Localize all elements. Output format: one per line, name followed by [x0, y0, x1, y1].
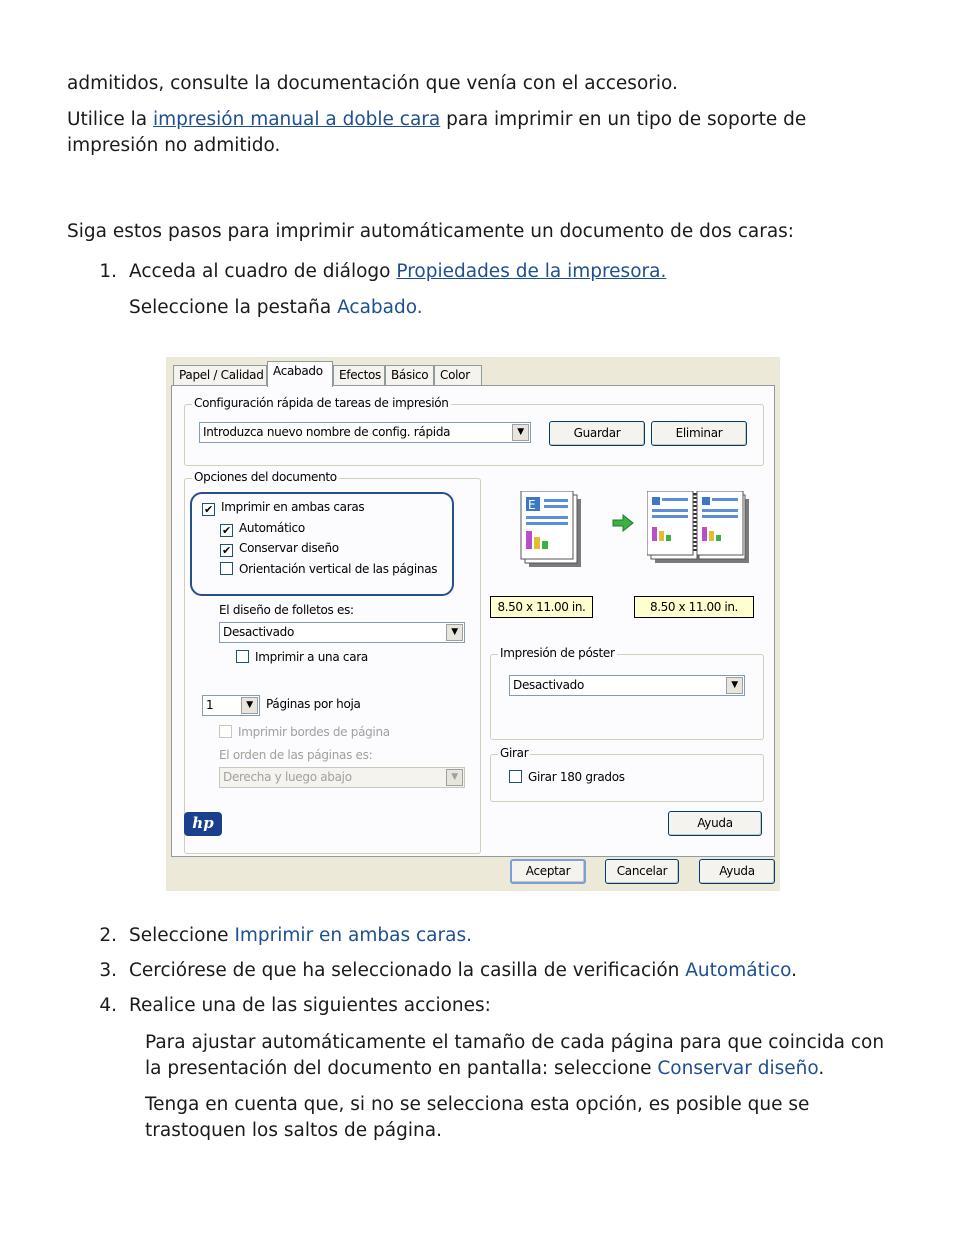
step-number: 3.: [99, 960, 117, 981]
booklet-preview-icon: [647, 491, 752, 566]
option-text: .: [818, 1058, 825, 1079]
quick-set-name-combo[interactable]: [199, 422, 531, 443]
printer-properties-link[interactable]: Propiedades de la impresora.: [396, 261, 667, 282]
term-preserve-layout: Conservar diseño: [657, 1058, 819, 1079]
combo-value: Desactivado: [223, 625, 294, 639]
checkbox-label: Orientación vertical de las páginas: [239, 562, 438, 576]
arrow-right-icon: [612, 514, 634, 532]
both-sides-checkbox[interactable]: [202, 500, 364, 516]
print-one-side-checkbox[interactable]: [236, 650, 368, 666]
step-2: [129, 923, 889, 949]
step-text: Acceda al cuadro de diálogo: [129, 261, 397, 282]
paragraph-manual-duplex: [67, 107, 887, 159]
checkbox-label: Imprimir a una cara: [255, 650, 368, 664]
text-suffix: para imprimir en un tipo de soporte de impresión no admitido.: [67, 109, 807, 156]
checkbox-label: Girar 180 grados: [528, 770, 625, 784]
combo-value: Introduzca nuevo nombre de config. rápida: [203, 425, 451, 439]
text-prefix: Utilice la: [67, 109, 154, 130]
help-button[interactable]: Ayuda: [699, 859, 775, 884]
rotate-group: [490, 746, 764, 802]
step-1: [129, 259, 889, 285]
page-order-combo: [219, 767, 465, 788]
chevron-down-icon[interactable]: ▼: [241, 697, 258, 714]
chevron-down-icon[interactable]: ▼: [726, 677, 743, 694]
page-order-label: El orden de las páginas es:: [219, 748, 373, 762]
hp-logo: hp: [184, 812, 222, 836]
checkbox-unchecked-icon[interactable]: [220, 562, 233, 575]
preserve-layout-checkbox[interactable]: [220, 541, 339, 557]
rotate-180-checkbox[interactable]: [509, 770, 625, 786]
paragraph-accessory: admitidos, consulte la documentación que venía con el accesorio.: [67, 73, 678, 94]
step-number: 2.: [99, 925, 117, 946]
chevron-down-icon[interactable]: ▼: [512, 424, 529, 441]
step-text: Cerciórese de que ha seleccionado la casilla de verificación: [129, 960, 686, 981]
poster-printing-combo[interactable]: [509, 675, 745, 696]
step-3: [129, 958, 909, 984]
step-number: 1.: [99, 261, 117, 282]
checkbox-checked-icon[interactable]: ✔: [220, 524, 233, 537]
quick-sets-group: [184, 396, 764, 466]
term-automatic: Automático: [685, 960, 792, 981]
checkbox-checked-icon[interactable]: ✔: [220, 544, 233, 557]
group-label: Girar: [500, 746, 529, 760]
term-acabado: Acabado.: [337, 297, 423, 318]
term-both-sides: Imprimir en ambas caras.: [234, 925, 472, 946]
paper-size-left: 8.50 x 11.00 in.: [490, 596, 593, 618]
step-number: 4.: [99, 995, 117, 1016]
checkbox-checked-icon[interactable]: ✔: [202, 503, 215, 516]
step-1-substep: [129, 295, 889, 321]
cancel-button[interactable]: Cancelar: [605, 859, 679, 884]
option-preserve-layout: [145, 1030, 885, 1082]
paragraph-intro-steps: Siga estos pasos para imprimir automáticamente un documento de dos caras:: [67, 221, 795, 242]
tab-finishing[interactable]: Acabado: [267, 361, 333, 387]
combo-value: 1: [206, 698, 214, 712]
ok-button[interactable]: Aceptar: [510, 859, 586, 884]
manual-duplex-link[interactable]: impresión manual a doble cara: [153, 109, 441, 130]
booklet-layout-combo[interactable]: [219, 622, 465, 643]
step-text: Seleccione la pestaña: [129, 297, 338, 318]
tab-paper-quality[interactable]: Papel / Calidad: [173, 365, 267, 386]
tab-effects[interactable]: Efectos: [333, 365, 385, 386]
option-text: Para ajustar automáticamente el tamaño de cada página para que coincida con la presentación del documento en pantalla: seleccione: [145, 1032, 885, 1079]
checkbox-label: Automático: [239, 521, 305, 535]
printer-properties-dialog: [166, 357, 780, 891]
chevron-down-icon[interactable]: ▼: [446, 624, 463, 641]
group-label: Impresión de póster: [500, 646, 615, 660]
tab-color[interactable]: Color: [434, 365, 482, 386]
tab-panel-finishing: [171, 385, 775, 857]
paper-size-right: 8.50 x 11.00 in.: [634, 596, 754, 618]
pages-per-sheet-combo[interactable]: [202, 695, 260, 716]
combo-value: Derecha y luego abajo: [223, 770, 352, 784]
single-page-preview-icon: [517, 491, 587, 573]
checkbox-label: Conservar diseño: [239, 541, 339, 555]
checkbox-label: Imprimir en ambas caras: [221, 500, 365, 514]
chevron-down-icon: ▼: [446, 769, 463, 786]
svg-text:E: E: [528, 498, 536, 512]
group-label: Opciones del documento: [194, 470, 337, 484]
step-text: .: [791, 960, 798, 981]
tab-basic[interactable]: Básico: [385, 365, 434, 386]
checkbox-unchecked-icon[interactable]: [236, 650, 249, 663]
checkbox-disabled-icon: [219, 725, 232, 738]
checkbox-label: Imprimir bordes de página: [238, 725, 390, 739]
combo-value: Desactivado: [513, 678, 584, 692]
checkbox-unchecked-icon[interactable]: [509, 770, 522, 783]
save-button[interactable]: Guardar: [549, 421, 645, 446]
automatic-checkbox[interactable]: [220, 521, 305, 537]
step-4: Realice una de las siguientes acciones:: [129, 995, 491, 1016]
print-page-borders-checkbox: [219, 725, 390, 741]
step-text: Seleccione: [129, 925, 235, 946]
note-page-breaks: Tenga en cuenta que, si no se selecciona esta opción, es posible que se trastoquen los saltos de página.: [145, 1094, 810, 1141]
pages-per-sheet-label: Páginas por hoja: [266, 697, 361, 711]
flip-pages-checkbox[interactable]: [220, 562, 437, 578]
delete-button[interactable]: Eliminar: [651, 421, 747, 446]
help-button-inner[interactable]: Ayuda: [668, 811, 762, 836]
poster-printing-group: [490, 646, 764, 740]
group-label: Configuración rápida de tareas de impresión: [194, 396, 449, 410]
booklet-layout-label: El diseño de folletos es:: [219, 603, 354, 617]
